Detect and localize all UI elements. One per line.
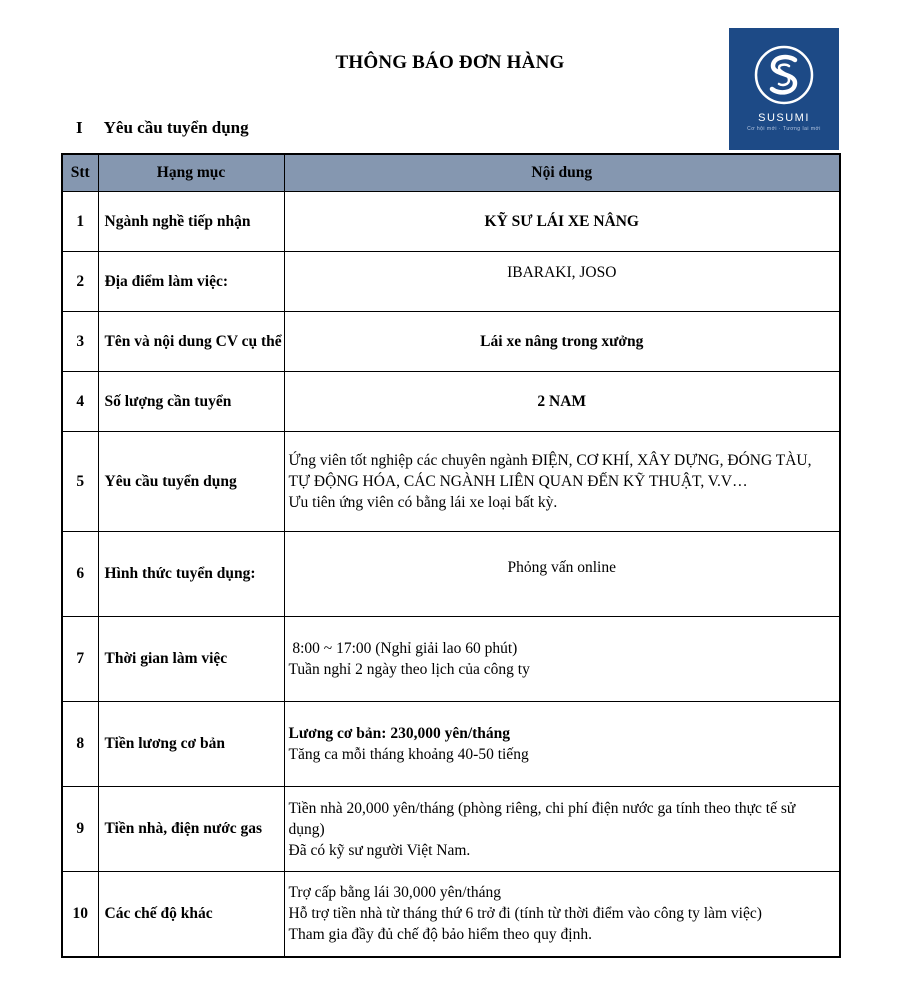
table-row	[62, 787, 840, 872]
content-line: Ứng viên tốt nghiệp các chuyên ngành ĐIỆN, CƠ KHÍ, XÂY DỰNG, ĐÓNG TÀU, TỰ ĐỘNG HÓA, CÁC NGÀNH LIÊN QUAN ĐẾN KỸ THUẬT, V.V…	[288, 452, 812, 490]
content-line: Trợ cấp bằng lái 30,000 yên/tháng	[288, 884, 502, 902]
row-stt: 9	[62, 787, 98, 872]
table-row	[62, 372, 840, 432]
content-line: Ưu tiên ứng viên có bằng lái xe loại bất kỳ.	[288, 494, 558, 511]
content-line: Phỏng vấn online	[507, 558, 616, 576]
row-content	[284, 787, 840, 872]
row-category: Tên và nội dung CV cụ thể	[98, 312, 284, 372]
row-stt: 5	[62, 432, 98, 532]
row-content	[284, 252, 840, 312]
table-row	[62, 432, 840, 532]
row-category: Thời gian làm việc	[98, 617, 284, 702]
table-row	[62, 872, 840, 957]
header-content: Nội dung	[284, 154, 840, 192]
row-content	[284, 432, 840, 532]
row-category: Số lượng cần tuyển	[98, 372, 284, 432]
row-stt: 3	[62, 312, 98, 372]
content-line: Tăng ca mỗi tháng khoảng 40-50 tiếng	[288, 746, 529, 763]
row-category: Tiền nhà, điện nước gas	[98, 787, 284, 872]
logo-tagline: Cơ hội mới · Tương lai mới	[747, 126, 821, 132]
table-row	[62, 532, 840, 617]
logo-brand-text: SUSUMI	[758, 112, 810, 124]
table-row	[62, 617, 840, 702]
table-row	[62, 252, 840, 312]
content-line: KỸ SƯ LÁI XE NÂNG	[484, 213, 639, 230]
row-stt: 10	[62, 872, 98, 957]
row-category: Hình thức tuyển dụng:	[98, 532, 284, 617]
document-title: THÔNG BÁO ĐƠN HÀNG	[335, 52, 565, 73]
content-line: Tuần nghỉ 2 ngày theo lịch của công ty	[288, 661, 530, 678]
content-line: Tham gia đầy đủ chế độ bảo hiểm theo quy định.	[288, 926, 592, 944]
susumi-logo-icon	[753, 44, 815, 106]
row-stt: 6	[62, 532, 98, 617]
row-category: Tiền lương cơ bản	[98, 702, 284, 787]
row-content	[284, 532, 840, 617]
content-line: 8:00 ~ 17:00 (Nghỉ giải lao 60 phút)	[288, 640, 518, 657]
row-stt: 4	[62, 372, 98, 432]
table-header-row	[62, 154, 840, 192]
content-line: Lái xe nâng trong xưởng	[480, 333, 644, 350]
job-requirements-table	[61, 153, 841, 958]
table-row	[62, 192, 840, 252]
row-stt: 1	[62, 192, 98, 252]
row-content	[284, 372, 840, 432]
company-logo	[729, 28, 839, 150]
table-row	[62, 702, 840, 787]
table-row	[62, 312, 840, 372]
content-line: Hỗ trợ tiền nhà từ tháng thứ 6 trở đi (tính từ thời điểm vào công ty làm việc)	[288, 905, 762, 923]
row-content	[284, 702, 840, 787]
row-stt: 7	[62, 617, 98, 702]
content-line: IBARAKI, JOSO	[507, 264, 617, 281]
row-category: Các chế độ khác	[98, 872, 284, 957]
row-content	[284, 872, 840, 957]
row-category: Yêu cầu tuyển dụng	[98, 432, 284, 532]
content-line: Lương cơ bản: 230,000 yên/tháng	[288, 725, 511, 742]
content-line: Đã có kỹ sư người Việt Nam.	[288, 841, 471, 859]
row-content	[284, 617, 840, 702]
row-stt: 2	[62, 252, 98, 312]
header-stt: Stt	[62, 154, 98, 192]
row-category: Ngành nghề tiếp nhận	[98, 192, 284, 252]
row-content	[284, 312, 840, 372]
row-category: Địa điểm làm việc:	[98, 252, 284, 312]
section-title: Yêu cầu tuyển dụng	[103, 118, 249, 137]
content-line: 2 NAM	[537, 393, 587, 410]
content-line: Tiền nhà 20,000 yên/tháng (phòng riêng, chi phí điện nước ga tính theo thực tế sử dụng)	[288, 799, 796, 838]
section-heading	[76, 118, 249, 138]
row-stt: 8	[62, 702, 98, 787]
section-number: I	[76, 118, 83, 137]
row-content	[284, 192, 840, 252]
header-category: Hạng mục	[98, 154, 284, 192]
